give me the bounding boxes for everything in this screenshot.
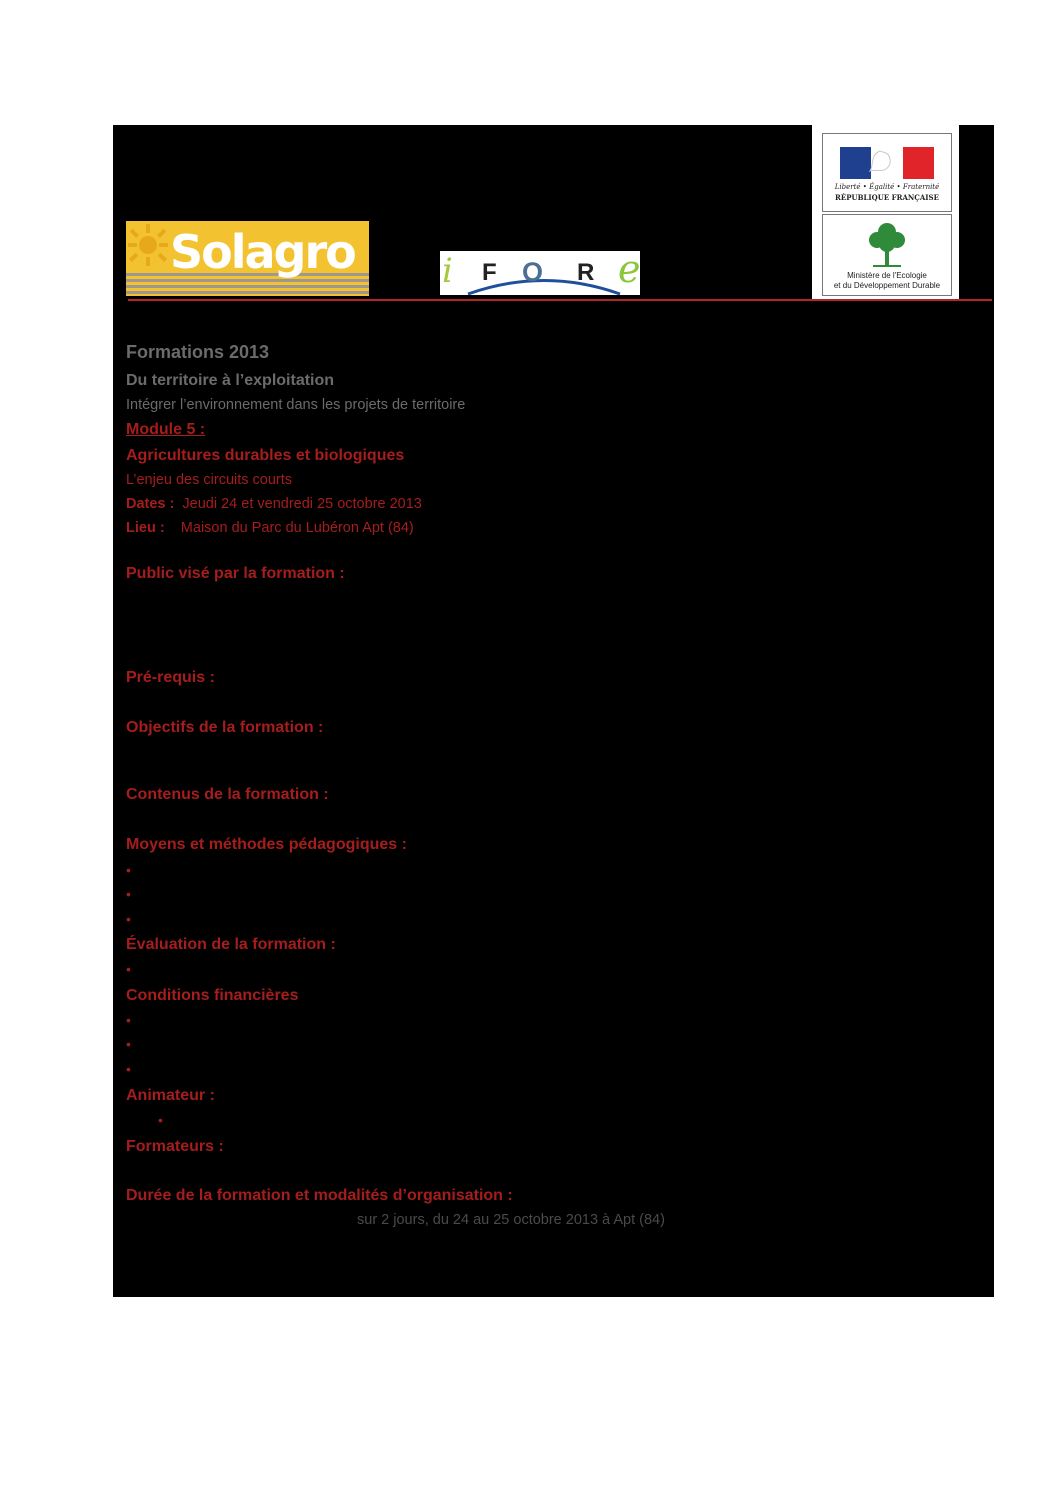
header-divider <box>128 299 992 301</box>
list-bullet: • <box>158 1112 163 1128</box>
list-bullet: • <box>126 862 131 878</box>
section-formateurs: Formateurs : <box>126 1138 224 1155</box>
list-bullet: • <box>126 1061 131 1077</box>
list-bullet: • <box>126 961 131 977</box>
section-public: Public visé par la formation : <box>126 565 345 582</box>
sun-icon <box>128 223 168 267</box>
page-tagline: Intégrer l’environnement dans les projets de territoire <box>126 397 466 413</box>
module-name: Agricultures durables et biologiques <box>126 447 405 464</box>
ifore-letter-r: R <box>577 259 595 286</box>
solagro-wordmark: Solagro <box>170 225 355 279</box>
section-moyens: Moyens et méthodes pédagogiques : <box>126 836 407 853</box>
lieu-row <box>126 520 414 536</box>
ifore-letter-e: e <box>618 251 640 291</box>
ministere-line-2: et du Développement Durable <box>833 281 941 290</box>
republique-name: RÉPUBLIQUE FRANÇAISE <box>835 193 939 202</box>
section-evaluation: Évaluation de la formation : <box>126 936 336 953</box>
section-duree: Durée de la formation et modalités d’organisation : <box>126 1187 513 1204</box>
list-bullet: • <box>126 1012 131 1028</box>
ifore-letter-i: i <box>442 251 453 291</box>
marianne-flag-icon <box>840 147 934 179</box>
section-conditions: Conditions financières <box>126 987 299 1004</box>
tree-icon <box>867 220 907 268</box>
ifore-letter-f: F <box>482 259 497 286</box>
list-bullet: • <box>126 886 131 902</box>
module-topic: L’enjeu des circuits courts <box>126 472 293 488</box>
section-contenus: Contenus de la formation : <box>126 786 329 803</box>
republique-motto: Liberté • Égalité • Fraternité <box>834 183 940 191</box>
dates-label: Dates : <box>126 496 175 512</box>
ifore-logo <box>440 251 640 295</box>
dates-value: Jeudi 24 et vendredi 25 octobre 2013 <box>182 496 422 512</box>
ifore-letter-o: O <box>522 257 544 287</box>
duree-text: sur 2 jours, du 24 au 25 octobre 2013 à Apt (84) <box>357 1212 665 1228</box>
list-bullet: • <box>126 911 131 927</box>
solagro-logo <box>126 221 369 296</box>
section-objectifs: Objectifs de la formation : <box>126 719 324 736</box>
section-animateur: Animateur : <box>126 1087 215 1104</box>
module-label: Module 5 : <box>126 421 206 438</box>
lieu-label: Lieu : <box>126 520 165 536</box>
list-bullet: • <box>126 1036 131 1052</box>
page-title: Formations 2013 <box>126 342 270 362</box>
dates-row <box>126 496 422 512</box>
page-subtitle: Du territoire à l’exploitation <box>126 372 335 389</box>
ministere-line-1: Ministère de l'Ecologie <box>847 271 927 280</box>
republique-logo <box>822 133 952 212</box>
lieu-value: Maison du Parc du Lubéron Apt (84) <box>180 520 414 536</box>
ministere-logo <box>822 214 952 296</box>
section-prerequis: Pré-requis : <box>126 669 215 686</box>
